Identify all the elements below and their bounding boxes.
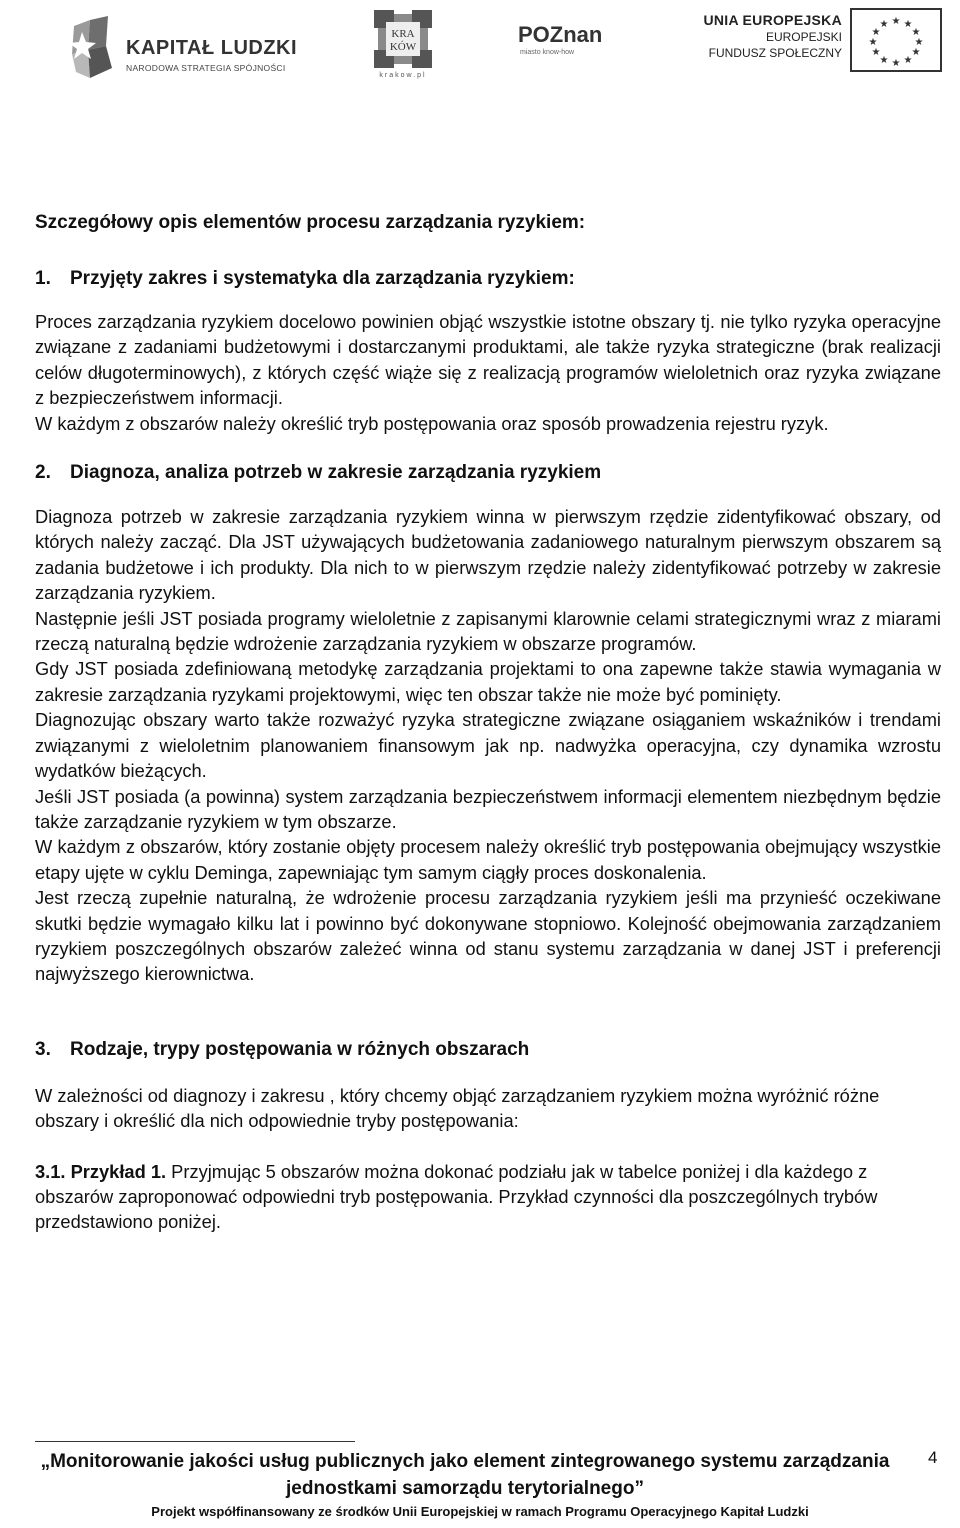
svg-text:KÓW: KÓW	[389, 41, 417, 53]
section-1-paragraph-1: Proces zarządzania ryzykiem docelowo powinien objąć wszystkie istotne obszary tj. nie tylko ryzyka operacyjne związane z zadaniami budżetowymi i dostarczanymi produktami, ale także ryzyka strategiczne (brak realizacji celów długoterminowych), z których część wiąże się z realizacją programów wieloletnich oraz ryzyka związane z bezpieczeństwem informacji.	[35, 311, 941, 409]
eu-logo	[703, 8, 950, 78]
logo-eu-line1: UNIA EUROPEJSKA	[703, 12, 842, 28]
logo-poznan-tagline: miasto know-how	[520, 49, 575, 56]
section-2-paragraph-3: Gdy JST posiada zdefiniowaną metodykę zarządzania projektami to ona zapewne także stawia wymagania w zakresie zarządzania ryzykami projektowymi, więc ten obszar także nie może być pominięty.	[35, 658, 941, 705]
logo-eu-line2: EUROPEJSKI	[765, 30, 842, 44]
header-logo-bar	[0, 0, 960, 95]
page-number: 4	[928, 1448, 938, 1467]
krakow-emblem-icon	[372, 8, 434, 70]
section-1-paragraph-2: W każdym z obszarów należy określić tryb postępowania oraz sposób prowadzenia rejestru ryzyk.	[35, 412, 829, 434]
logo-eu-line3: FUNDUSZ SPOŁECZNY	[708, 46, 842, 60]
svg-text:★: ★	[911, 47, 921, 58]
example-text: Przyjmując 5 obszarów można dokonać podziału jak w tabelce poniżej i dla każdego z obszarów zaproponować odpowiedni tryb postępowania. Przykład czynności dla poszczególnych trybów przedstawiono poniżej.	[35, 1160, 878, 1233]
logo-kl-title: KAPITAŁ LUDZKI	[126, 37, 298, 59]
logo-poznan-title: POZnan	[518, 22, 603, 47]
svg-text:★: ★	[868, 37, 878, 48]
kapital-ludzki-logo	[68, 14, 303, 84]
svg-text:★: ★	[903, 55, 913, 66]
document-title: Szczegółowy opis elementów procesu zarządzania ryzykiem:	[35, 212, 586, 233]
kapital-ludzki-emblem-icon	[68, 16, 118, 80]
section-1-heading	[35, 266, 941, 292]
section-3-heading	[35, 1037, 941, 1063]
svg-text:★: ★	[911, 27, 921, 38]
section-3-paragraph-1: W zależności od diagnozy i zakresu , który chcemy objąć zarządzaniem ryzykiem można wyróżnić różne obszary i określić dla nich odpowiednie tryby postępowania:	[35, 1084, 880, 1132]
section-2-heading	[35, 460, 941, 486]
svg-text:★: ★	[879, 19, 889, 30]
section-1-title: Przyjęty zakres i systematyka dla zarządzania ryzykiem:	[70, 268, 575, 289]
svg-text:★: ★	[871, 27, 881, 38]
eu-flag-icon	[850, 8, 942, 72]
svg-text:★: ★	[891, 16, 901, 27]
footer-title: „Monitorowanie jakości usług publicznych jako element zintegrowanego systemu zarządzania jednostkami samorządu terytorialnego”	[40, 1451, 890, 1499]
svg-text:★: ★	[891, 58, 901, 69]
svg-text:★: ★	[871, 47, 881, 58]
section-2-paragraph-5: Jeśli JST posiada (a powinna) system zarządzania bezpieczeństwem informacji elementem niezbędnym będzie także zarządzanie ryzykiem w tym obszarze.	[35, 785, 941, 832]
section-2-paragraph-1: Diagnoza potrzeb w zakresie zarządzania ryzykiem winna w pierwszym rzędzie zidentyfikować obszary, od których należy zacząć. Dla JST używających budżetowania zadaniowego naturalnym pierwszym obszarem są zadania budżetowe i ich produkty. Dla nich to w pierwszym rzędzie należy zidentyfikować potrzeby w zakresie zarządzania ryzykiem.	[35, 506, 941, 604]
logo-kl-subtitle: NARODOWA STRATEGIA SPÓJNOŚCI	[126, 63, 286, 73]
svg-text:★: ★	[879, 55, 889, 66]
footer-funding-note: Projekt współfinansowany ze środków Unii Europejskiej w ramach Programu Operacyjnego Kapitał Ludzki	[151, 1504, 809, 1519]
svg-text:★: ★	[903, 19, 913, 30]
section-1-number: 1.	[35, 268, 51, 289]
footer-rule	[35, 1441, 355, 1442]
example-label: 3.1. Przykład 1.	[35, 1160, 167, 1182]
krakow-logo	[372, 8, 434, 79]
section-2-paragraph-4: Diagnozując obszary warto także rozważyć ryzyka strategiczne związane osiąganiem wskaźników i trendami związanymi z wieloletnim planowaniem finansowym jak np. nadwyżka operacyjna, czy dynamika wzrostu wydatków bieżących.	[35, 709, 941, 782]
poznan-logo	[514, 22, 614, 72]
logo-krakow-url: krakow.pl	[379, 72, 427, 79]
svg-text:★: ★	[914, 37, 924, 48]
section-3-example	[35, 1159, 941, 1235]
section-2-number: 2.	[35, 462, 51, 484]
svg-text:KRA: KRA	[391, 28, 415, 40]
document-body	[35, 210, 941, 1235]
section-3-number: 3.	[35, 1038, 51, 1060]
section-2-paragraph-7: Jest rzeczą zupełnie naturalną, że wdrożenie procesu zarządzania ryzykiem jeśli ma przynieść oczekiwane skutki będzie wymagało kilku lat i powinno być dokonywane stopniowo. Kolejność obejmowania zarządzaniem ryzykiem poszczególnych obszarów zależeć winna od stanu systemu zarządzania w danej JST i preferencji najwyższego kierownictwa.	[35, 887, 941, 985]
section-3-title: Rodzaje, trypy postępowania w różnych obszarach	[70, 1038, 530, 1060]
section-2-title: Diagnoza, analiza potrzeb w zakresie zarządzania ryzykiem	[70, 462, 602, 484]
section-2-paragraph-2: Następnie jeśli JST posiada programy wieloletnie z zapisanymi klarownie celami strategicznymi wraz z miarami rzeczą naturalną będzie wdrożenie zarządzania ryzykiem w obszarze programów.	[35, 607, 941, 655]
section-2-paragraph-6: W każdym z obszarów, który zostanie objęty procesem należy określić tryb postępowania obejmujący wszystkie etapy ujęte w cyklu Deminga, zapewniając tym samym ciągły proces doskonalenia.	[35, 836, 941, 883]
